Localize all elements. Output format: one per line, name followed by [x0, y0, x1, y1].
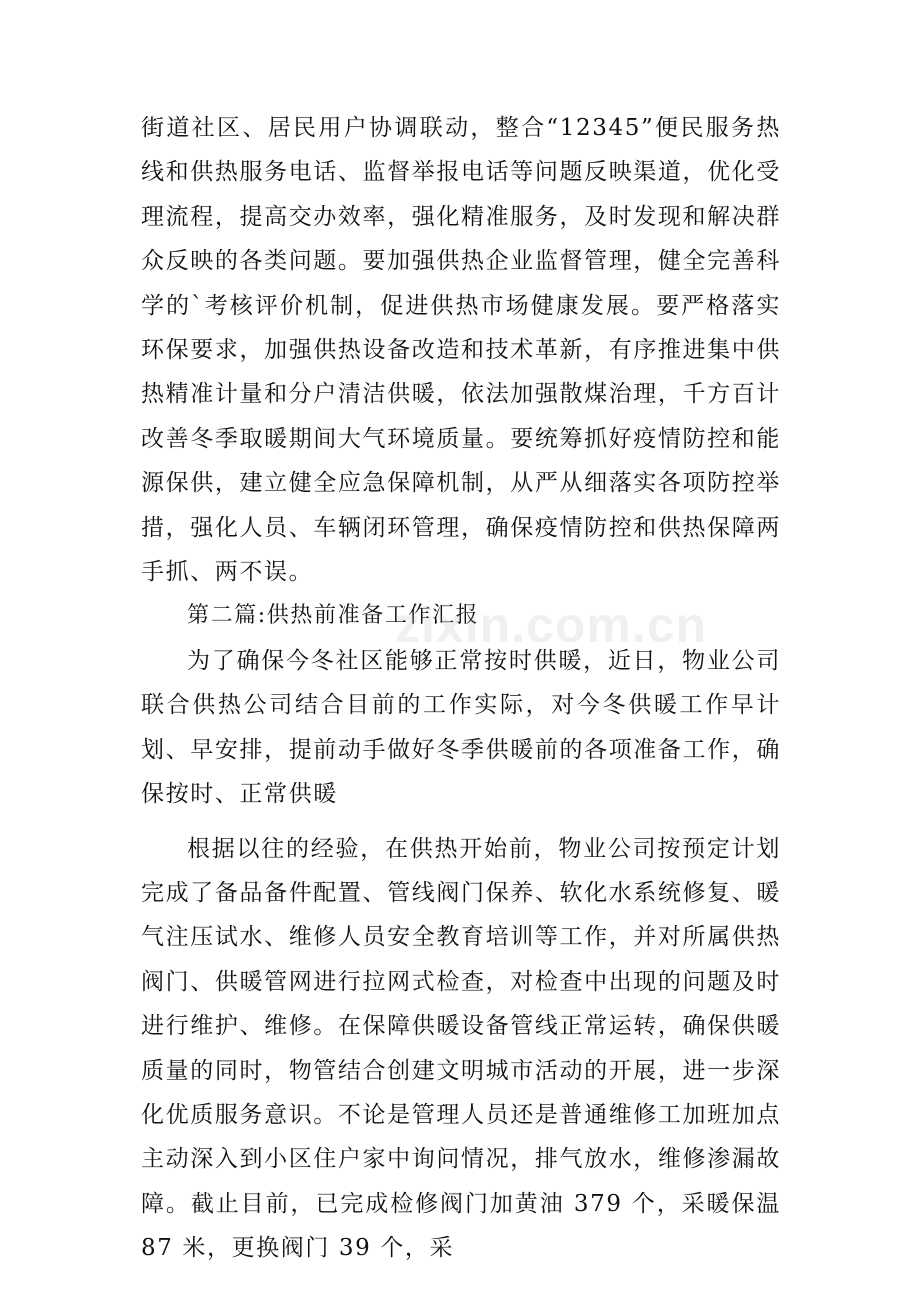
paragraph-policy-continuation: 街道社区、居民用户协调联动，整合“12345”便民服务热线和供热服务电话、监督举报电话等问题反映渠道，优化受理流程，提高交办效率，强化精准服务，及时发现和解决群众反映的各类问题。要加强供热企业监督管理，健全完善科学的`考核评价机制，促进供热市场健康发展。要严格落实环保要求，加强供热设备改造和技术革新，有序推进集中供热精准计量和分户清洁供暖，依法加强散煤治理，千方百计改善冬季取暖期间大气环境质量。要统筹抓好疫情防控和能源保供，建立健全应急保障机制，从严从细落实各项防控举措，强化人员、车辆闭环管理，确保疫情防控和供热保障两手抓、两不误。	[141, 115, 781, 586]
paragraph-preparation-details: 根据以往的经验，在供热开始前，物业公司按预定计划完成了备品备件配置、管线阀门保养、软化水系统修复、暖气注压试水、维修人员安全教育培训等工作，并对所属供热阀门、供暖管网进行拉网式检查，对检查中出现的问题及时进行维护、维修。在保障供暖设备管线正常运转，确保供暖质量的同时，物管结合创建文明城市活动的开展，进一步深化优质服务意识。不论是管理人员还是普通维修工加班加点主动深入到小区住户家中询问情况，排气放水，维修渗漏故障。截止目前，已完成检修阀门加黄油 379 个，采暖保温 87 米，更换阀门 39 个，采	[141, 835, 781, 1262]
document-body	[141, 106, 781, 1271]
paragraph-intro: 为了确保今冬社区能够正常按时供暖，近日，物业公司联合供热公司结合目前的工作实际，对今冬供暖工作早计划、早安排，提前动手做好冬季供暖前的各项准备工作，确保按时、正常供暖	[141, 647, 781, 808]
paragraph-gap	[141, 817, 781, 827]
watermark-logo: zixin.com.cn	[395, 597, 708, 653]
section-heading: 第二篇:供热前准备工作汇报	[187, 603, 480, 629]
